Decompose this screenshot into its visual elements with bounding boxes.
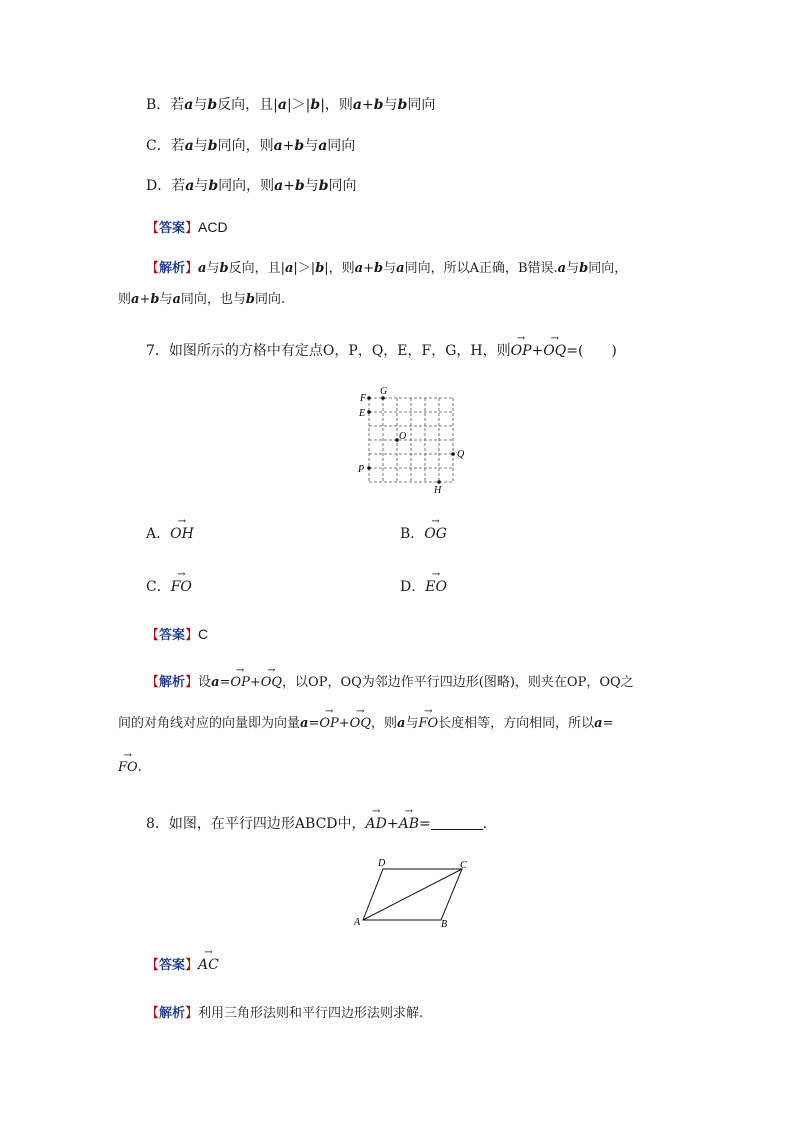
label-f: F bbox=[360, 393, 367, 404]
answer-8: 【答案】→ AC bbox=[146, 955, 219, 976]
explanation-7-line-2: 间的对角线对应的向量即为向量a=→ OP+→ OQ，则a与→ FO长度相等，方向相同，所以a= bbox=[118, 714, 614, 734]
label-e: E bbox=[359, 408, 366, 419]
label-c: C bbox=[460, 860, 467, 871]
label-p: P bbox=[358, 464, 365, 475]
answer-6: 【答案】ACD bbox=[146, 219, 228, 236]
label-q: Q bbox=[457, 449, 465, 460]
q7-option-c: C．→ FO bbox=[146, 577, 192, 597]
point-e bbox=[367, 410, 371, 414]
q7-option-b: B．→ OG bbox=[400, 524, 447, 544]
grid-lines bbox=[369, 398, 453, 482]
answer-7: 【答案】C bbox=[146, 626, 209, 643]
point-h bbox=[437, 480, 441, 484]
explanation-8: 【解析】利用三角形法则和平行四边形法则求解. bbox=[146, 1006, 424, 1021]
label-h: H bbox=[434, 485, 442, 496]
grid-figure bbox=[350, 380, 470, 500]
explanation-7-line-3: → FO. bbox=[118, 758, 142, 778]
point-p bbox=[367, 466, 371, 470]
answer-blank[interactable] bbox=[431, 815, 483, 830]
label-a: A bbox=[354, 917, 361, 928]
point-q bbox=[451, 452, 455, 456]
question-8: 8．如图，在平行四边形ABCD中，→ AD+→ AB= ． bbox=[146, 814, 497, 834]
label-o: O bbox=[399, 431, 407, 442]
option-d: D．若a与b同向，则a+b与b同向 bbox=[146, 178, 357, 194]
explanation-6-line-2: 则a+b与a同向，也与b同向. bbox=[118, 292, 286, 307]
label-d: D bbox=[378, 858, 386, 869]
q7-option-d: D．→ EO bbox=[400, 577, 447, 597]
parallelogram-figure bbox=[345, 855, 475, 935]
explanation-6-line-1: 【解析】a与b反向，且|a|＞|b|，则a+b与a同向，所以A正确，B错误.a与b同向， bbox=[146, 261, 628, 276]
label-b: B bbox=[441, 919, 448, 930]
explanation-7-line-1: 【解析】设a=→ OP+→ OQ，以OP，OQ为邻边作平行四边形(图略)，则夹在OP，OQ之 bbox=[146, 673, 634, 693]
label-g: G bbox=[380, 386, 388, 397]
option-c: C．若a与b同向，则a+b与a同向 bbox=[146, 138, 356, 154]
point-f bbox=[367, 396, 371, 400]
q7-option-a: A．→ OH bbox=[146, 524, 194, 544]
option-b: B．若a与b反向，且|a|＞|b|，则a+b与b同向 bbox=[146, 97, 436, 113]
question-7: 7．如图所示的方格中有定点O，P，Q，E，F，G，H，则→ OP+→ OQ=( ) bbox=[146, 341, 617, 361]
diagonal-ac bbox=[363, 869, 462, 920]
